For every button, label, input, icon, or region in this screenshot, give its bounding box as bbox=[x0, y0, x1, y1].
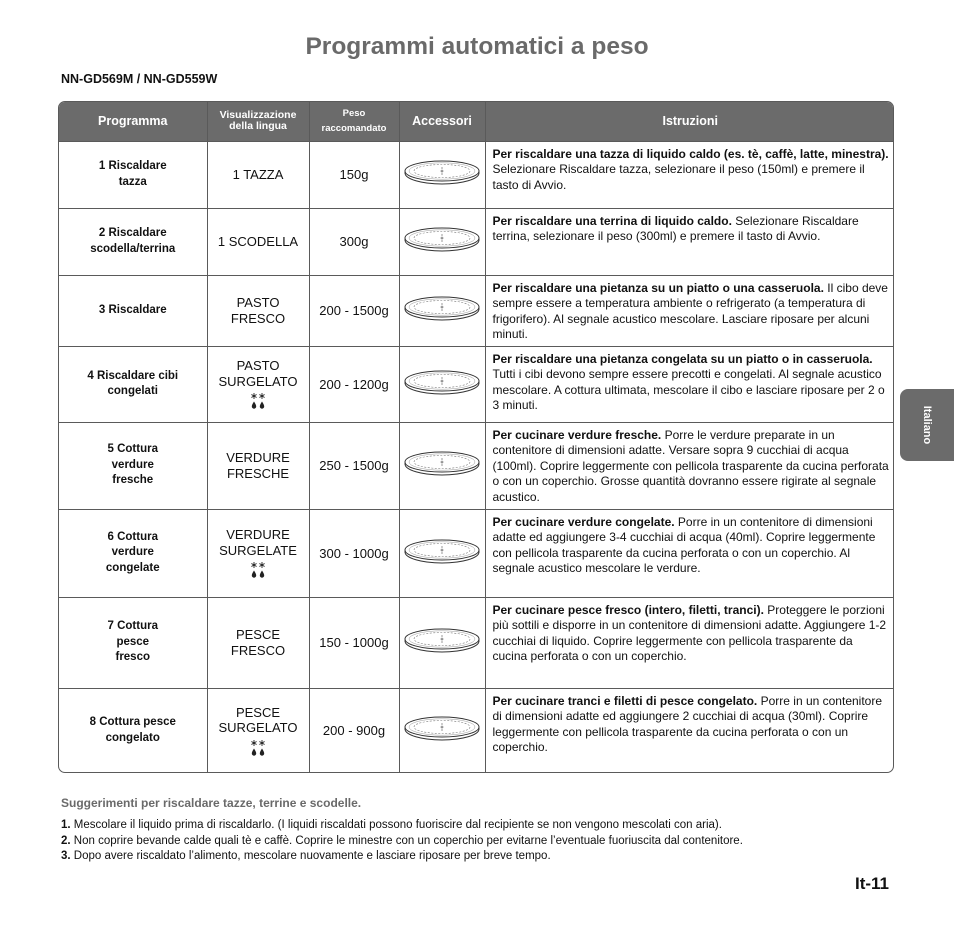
table-row bbox=[59, 275, 894, 346]
cell-peso: 200 - 900g bbox=[309, 688, 399, 773]
display-line: VERDURE bbox=[226, 527, 290, 542]
cell-peso: 300g bbox=[309, 208, 399, 275]
tip-text: Non coprire bevande calde quali tè e caffè. Coprire le minestre con un coperchio per evitarne l’eventuale fuoriuscita dal contenitore. bbox=[70, 834, 743, 847]
frozen-icon bbox=[250, 392, 266, 410]
glass-tray-icon bbox=[403, 626, 481, 654]
display-line: SURGELATO bbox=[218, 720, 298, 736]
cell-programma bbox=[59, 509, 207, 597]
page-number: It-11 bbox=[855, 874, 890, 893]
header-istruzioni: Istruzioni bbox=[485, 102, 894, 141]
cell-visualizzazione bbox=[207, 346, 309, 422]
table-row bbox=[59, 208, 894, 275]
display-line: SURGELATO bbox=[218, 373, 298, 389]
cell-programma bbox=[59, 688, 207, 773]
cell-accessori bbox=[399, 208, 485, 275]
instruction-heading: Per riscaldare una pietanza congelata su un piatto o in casseruola. bbox=[492, 351, 873, 366]
glass-tray-icon bbox=[403, 714, 481, 742]
display-line: PASTO bbox=[236, 295, 280, 310]
programma-line: 5 Cottura bbox=[107, 443, 158, 456]
header-visualizzazione bbox=[207, 102, 309, 141]
table-row bbox=[59, 422, 894, 509]
glass-tray-icon bbox=[403, 294, 481, 322]
instruction-text: Selezionare Riscaldare terrina, selezionare il peso (300ml) e premere il tasto di Avvio. bbox=[492, 213, 859, 243]
cell-programma bbox=[59, 597, 207, 688]
header-visualizzazione-line2: della lingua bbox=[229, 120, 287, 133]
table-row bbox=[59, 141, 894, 208]
display-line: PESCE bbox=[235, 704, 281, 720]
instruction-text: Il cibo deve sempre essere a temperatura ambiente o refrigerato (a temperatura di frigorifero). Al segnale acustico mescolare. Lasciare riposare per alcuni minuti. bbox=[492, 280, 888, 341]
cell-accessori bbox=[399, 597, 485, 688]
tip-number: 1. bbox=[61, 819, 71, 831]
frozen-icon bbox=[250, 739, 266, 757]
cell-accessori bbox=[399, 346, 485, 422]
programma-line: fresco bbox=[115, 651, 151, 664]
cell-istruzioni bbox=[485, 422, 894, 509]
table-header-row bbox=[59, 102, 894, 141]
table-row bbox=[59, 509, 894, 597]
programma-line: congelati bbox=[107, 385, 158, 397]
cell-visualizzazione bbox=[207, 275, 309, 346]
programma-line: 2 Riscaldare bbox=[98, 227, 167, 239]
header-peso-line2: raccomandato bbox=[321, 123, 387, 135]
instruction-text: Selezionare Riscaldare tazza, selezionare il peso (150ml) e premere il tasto di Avvio. bbox=[492, 162, 865, 192]
instruction-heading: Per riscaldare una pietanza su un piatto o una casseruola. bbox=[492, 280, 824, 295]
programma-line: 3 Riscaldare bbox=[98, 303, 167, 316]
glass-tray-icon bbox=[403, 158, 481, 186]
programma-line: 1 Riscaldare bbox=[98, 160, 167, 172]
cell-peso: 250 - 1500g bbox=[309, 422, 399, 509]
display-line: FRESCHE bbox=[226, 465, 290, 481]
cell-istruzioni bbox=[485, 208, 894, 275]
tips-list bbox=[61, 818, 743, 865]
display-line: SURGELATE bbox=[219, 542, 297, 558]
display-line: PASTO bbox=[236, 358, 280, 373]
cell-programma bbox=[59, 141, 207, 208]
tip-item bbox=[61, 849, 743, 865]
header-programma: Programma bbox=[59, 102, 207, 141]
instruction-text: Porre in un contenitore di dimensioni adatte ed aggiungere 2 cucchiai di acqua (30ml). Coprire leggermente con pellicola trasparente da cucina perforata o con un coperchio. bbox=[492, 693, 883, 754]
programma-line: pesce bbox=[116, 635, 150, 648]
cell-programma bbox=[59, 275, 207, 346]
language-side-tab bbox=[900, 389, 954, 461]
programma-line: fresche bbox=[112, 474, 154, 487]
display-line: 1 SCODELLA bbox=[217, 233, 299, 249]
cell-istruzioni bbox=[485, 275, 894, 346]
cell-accessori bbox=[399, 141, 485, 208]
cell-visualizzazione bbox=[207, 597, 309, 688]
instruction-text: Porre in un contenitore di dimensioni adatte ed aggiungere 3-4 cucchiai di acqua (40ml). Coprire leggermente con pellicola trasparente da cucina perforata o con un coperchio. Al segnale acustico mescolare le verdure. bbox=[492, 514, 876, 575]
language-side-tab-label: Italiano bbox=[921, 405, 933, 445]
instruction-text: Porre le verdure preparate in un contenitore di dimensioni adatte. Versare sopra 9 cucchiai di acqua (100ml). Coprire leggermente con pellicola trasparente da cucina perforata o con un coperchio. Grosse quantità dovranno essere rigirate al segnale acustico. bbox=[492, 427, 889, 504]
cell-peso: 150g bbox=[309, 141, 399, 208]
display-line: FRESCO bbox=[230, 642, 286, 658]
cell-peso: 150 - 1000g bbox=[309, 597, 399, 688]
tip-number: 2. bbox=[61, 834, 71, 847]
tip-text: Dopo avere riscaldato l’alimento, mescolare nuovamente e lasciare riposare per breve tempo. bbox=[70, 850, 551, 862]
instruction-heading: Per cucinare verdure fresche. bbox=[492, 427, 662, 442]
header-visualizzazione-line1: Visualizzazione bbox=[219, 109, 297, 122]
cell-istruzioni bbox=[485, 346, 894, 422]
programma-line: scodella/terrina bbox=[90, 242, 176, 255]
display-line: PESCE bbox=[235, 627, 281, 642]
glass-tray-icon bbox=[403, 537, 481, 565]
cell-istruzioni bbox=[485, 597, 894, 688]
programma-line: 7 Cottura bbox=[107, 620, 158, 633]
cell-visualizzazione bbox=[207, 688, 309, 773]
table-row bbox=[59, 346, 894, 422]
cell-visualizzazione bbox=[207, 422, 309, 509]
frozen-icon bbox=[250, 561, 266, 579]
cell-accessori bbox=[399, 422, 485, 509]
display-line: 1 TAZZA bbox=[232, 166, 284, 182]
programma-line: 6 Cottura bbox=[107, 530, 158, 543]
tip-item bbox=[61, 834, 743, 850]
cell-istruzioni bbox=[485, 509, 894, 597]
instruction-heading: Per cucinare tranci e filetti di pesce congelato. bbox=[492, 693, 758, 708]
tip-item bbox=[61, 818, 743, 834]
cell-istruzioni bbox=[485, 141, 894, 208]
cell-peso: 300 - 1000g bbox=[309, 509, 399, 597]
programs-table bbox=[58, 101, 894, 773]
cell-accessori bbox=[399, 275, 485, 346]
header-peso bbox=[309, 102, 399, 141]
page-title: Programmi automatici a peso bbox=[305, 33, 649, 60]
header-peso-line1: Peso bbox=[342, 108, 366, 120]
glass-tray-icon bbox=[403, 225, 481, 253]
programma-line: verdure bbox=[111, 458, 154, 471]
instruction-heading: Per riscaldare una terrina di liquido caldo. bbox=[492, 213, 732, 228]
programma-line: verdure bbox=[111, 546, 154, 559]
instruction-text: Proteggere le porzioni più sottili e disporre in un contenitore di dimensioni adatte. Aggiungere 1-2 cucchiai di liquido. Coprire leggermente con pellicola trasparente da cucina perforata o con un coperchio. bbox=[492, 602, 887, 663]
tips-title: Suggerimenti per riscaldare tazze, terrine e scodelle. bbox=[61, 796, 362, 810]
instruction-text: Tutti i cibi devono sempre essere precotti e congelati. Al segnale acustico mescolare. A cottura ultimata, mescolare il cibo e lasciare riposare per 2 o 3 minuti. bbox=[492, 367, 885, 412]
tip-number: 3. bbox=[61, 850, 71, 862]
programma-line: congelato bbox=[105, 731, 160, 744]
cell-accessori bbox=[399, 688, 485, 773]
display-line: VERDURE bbox=[226, 450, 290, 465]
table-row bbox=[59, 688, 894, 773]
cell-programma bbox=[59, 208, 207, 275]
glass-tray-icon bbox=[403, 449, 481, 477]
glass-tray-icon bbox=[403, 368, 481, 396]
cell-visualizzazione bbox=[207, 141, 309, 208]
table-row bbox=[59, 597, 894, 688]
cell-visualizzazione bbox=[207, 208, 309, 275]
cell-programma bbox=[59, 346, 207, 422]
instruction-heading: Per cucinare verdure congelate. bbox=[492, 514, 675, 529]
instruction-heading: Per cucinare pesce fresco (intero, filetti, tranci). bbox=[492, 602, 764, 617]
cell-visualizzazione bbox=[207, 509, 309, 597]
programma-line: congelate bbox=[105, 561, 160, 574]
cell-peso: 200 - 1500g bbox=[309, 275, 399, 346]
cell-accessori bbox=[399, 509, 485, 597]
programma-line: 4 Riscaldare cibi bbox=[87, 369, 179, 382]
model-label: NN-GD569M / NN-GD559W bbox=[61, 72, 218, 86]
header-accessori: Accessori bbox=[399, 102, 485, 141]
display-line: FRESCO bbox=[230, 310, 286, 326]
cell-istruzioni bbox=[485, 688, 894, 773]
programma-line: 8 Cottura pesce bbox=[89, 716, 176, 729]
instruction-heading: Per riscaldare una tazza di liquido caldo (es. tè, caffè, latte, minestra). bbox=[492, 146, 889, 161]
programma-line: tazza bbox=[118, 175, 147, 188]
cell-peso: 200 - 1200g bbox=[309, 346, 399, 422]
cell-programma bbox=[59, 422, 207, 509]
tip-text: Mescolare il liquido prima di riscaldarlo. (I liquidi riscaldati possono fuoriscire dal recipiente se non vengono mescolati con aria). bbox=[70, 819, 722, 831]
